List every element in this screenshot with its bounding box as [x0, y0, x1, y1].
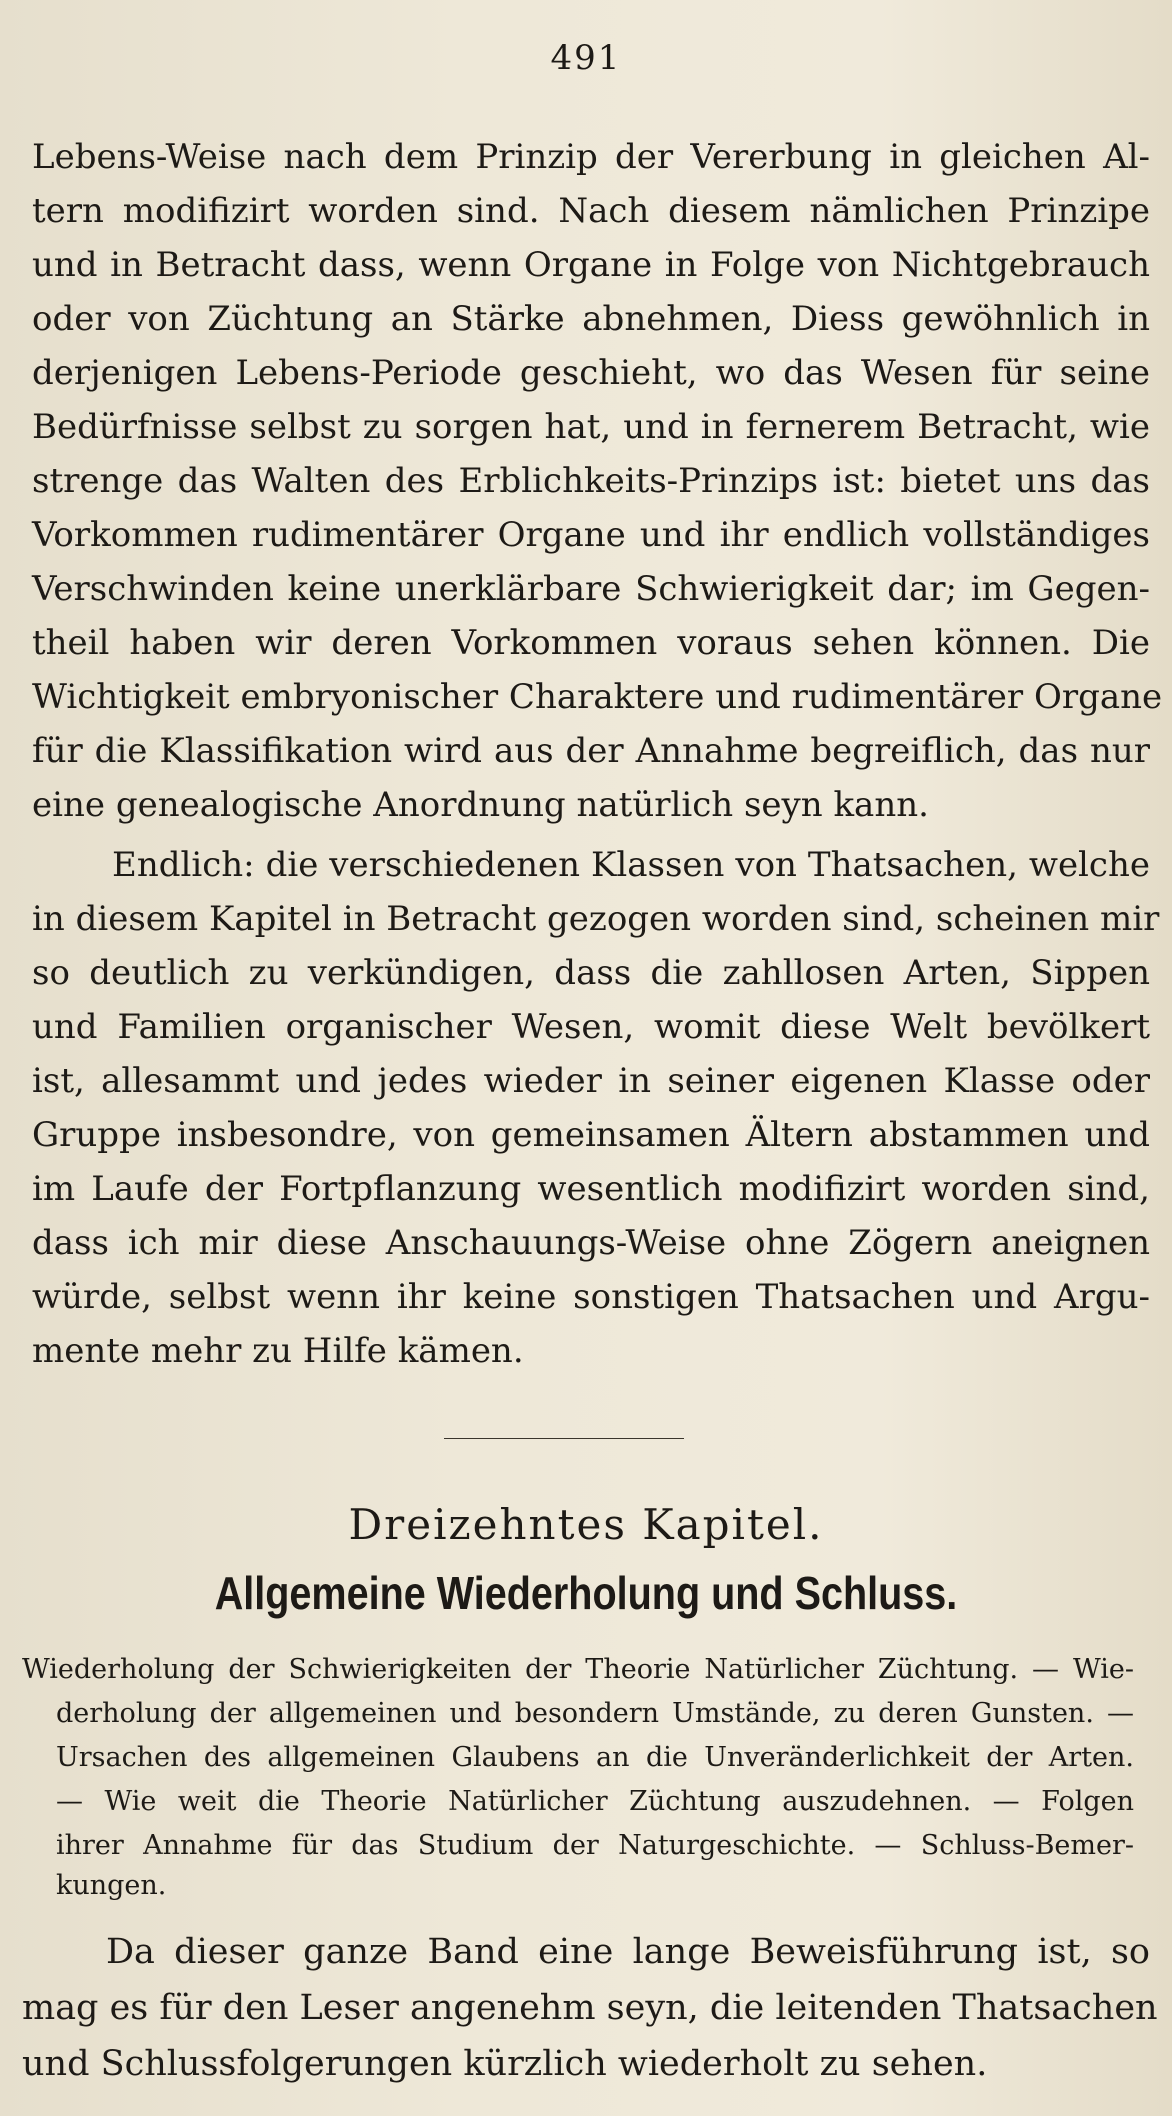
- summary-line: ihrer Annahme für das Studium der Naturgeschichte. — Schluss-Bemer-: [56, 1830, 1134, 1861]
- summary-line: derholung der allgemeinen und besondern Umstände, zu deren Gunsten. —: [56, 1698, 1134, 1729]
- text-line: Lebens-Weise nach dem Prinzip der Vererbung in gleichen Al-: [32, 137, 1150, 177]
- text-line: und in Betracht dass, wenn Organe in Folge von Nichtgebrauch: [32, 245, 1150, 285]
- text-line: Wichtigkeit embryonischer Charaktere und rudimentärer Organe: [32, 677, 1163, 717]
- chapter-number: Dreizehntes Kapitel.: [348, 1500, 824, 1549]
- text-line: Vorkommen rudimentärer Organe und ihr endlich vollständiges: [32, 515, 1150, 555]
- page-number: 491: [550, 38, 622, 78]
- text-line: und Familien organischer Wesen, womit diese Welt bevölkert: [32, 1007, 1150, 1047]
- text-line: Verschwinden keine unerklärbare Schwierigkeit dar; im Gegen-: [32, 569, 1150, 609]
- text-line: so deutlich zu verkündigen, dass die zahllosen Arten, Sippen: [32, 953, 1150, 993]
- text-line: im Laufe der Fortpflanzung wesentlich modifizirt worden sind,: [32, 1169, 1150, 1209]
- text-line: dass ich mir diese Anschauungs-Weise ohne Zögern aneignen: [32, 1223, 1150, 1263]
- text-line: Endlich: die verschiedenen Klassen von Thatsachen, welche: [112, 845, 1150, 885]
- text-line: Bedürfnisse selbst zu sorgen hat, und in fernerem Betracht, wie: [32, 407, 1150, 447]
- summary-line: Wiederholung der Schwierigkeiten der Theorie Natürlicher Züchtung. — Wie-: [22, 1654, 1134, 1685]
- text-line: derjenigen Lebens-Periode geschieht, wo das Wesen für seine: [32, 353, 1150, 393]
- text-line: mente mehr zu Hilfe kämen.: [32, 1331, 524, 1371]
- text-line: für die Klassifikation wird aus der Annahme begreiflich, das nur: [32, 731, 1150, 771]
- text-line: würde, selbst wenn ihr keine sonstigen Thatsachen und Argu-: [32, 1277, 1150, 1317]
- summary-line: Ursachen des allgemeinen Glaubens an die Unveränderlichkeit der Arten.: [56, 1742, 1134, 1773]
- text-line: eine genealogische Anordnung natürlich seyn kann.: [32, 785, 929, 825]
- summary-line: kungen.: [56, 1870, 167, 1901]
- text-line: oder von Züchtung an Stärke abnehmen, Diess gewöhnlich in: [32, 299, 1150, 339]
- section-divider: [444, 1438, 684, 1439]
- text-line: Gruppe insbesondre, von gemeinsamen Ältern abstammen und: [32, 1115, 1150, 1155]
- text-line: in diesem Kapitel in Betracht gezogen worden sind, scheinen mir: [32, 899, 1160, 939]
- text-line: ist, allesammt und jedes wieder in seiner eigenen Klasse oder: [32, 1061, 1150, 1101]
- summary-line: — Wie weit die Theorie Natürlicher Züchtung auszudehnen. — Folgen: [56, 1786, 1134, 1817]
- text-line: Da dieser ganze Band eine lange Beweisführung ist, so: [106, 1932, 1150, 1972]
- text-line: strenge das Walten des Erblichkeits-Prinzips ist: bietet uns das: [32, 461, 1150, 501]
- chapter-title: Allgemeine Wiederholung und Schluss.: [214, 1567, 958, 1619]
- text-line: und Schlussfolgerungen kürzlich wiederholt zu sehen.: [22, 2044, 988, 2084]
- text-line: theil haben wir deren Vorkommen voraus sehen können. Die: [32, 623, 1150, 663]
- text-line: mag es für den Leser angenehm seyn, die leitenden Thatsachen: [22, 1988, 1158, 2028]
- text-line: tern modifizirt worden sind. Nach diesem nämlichen Prinzipe: [32, 191, 1150, 231]
